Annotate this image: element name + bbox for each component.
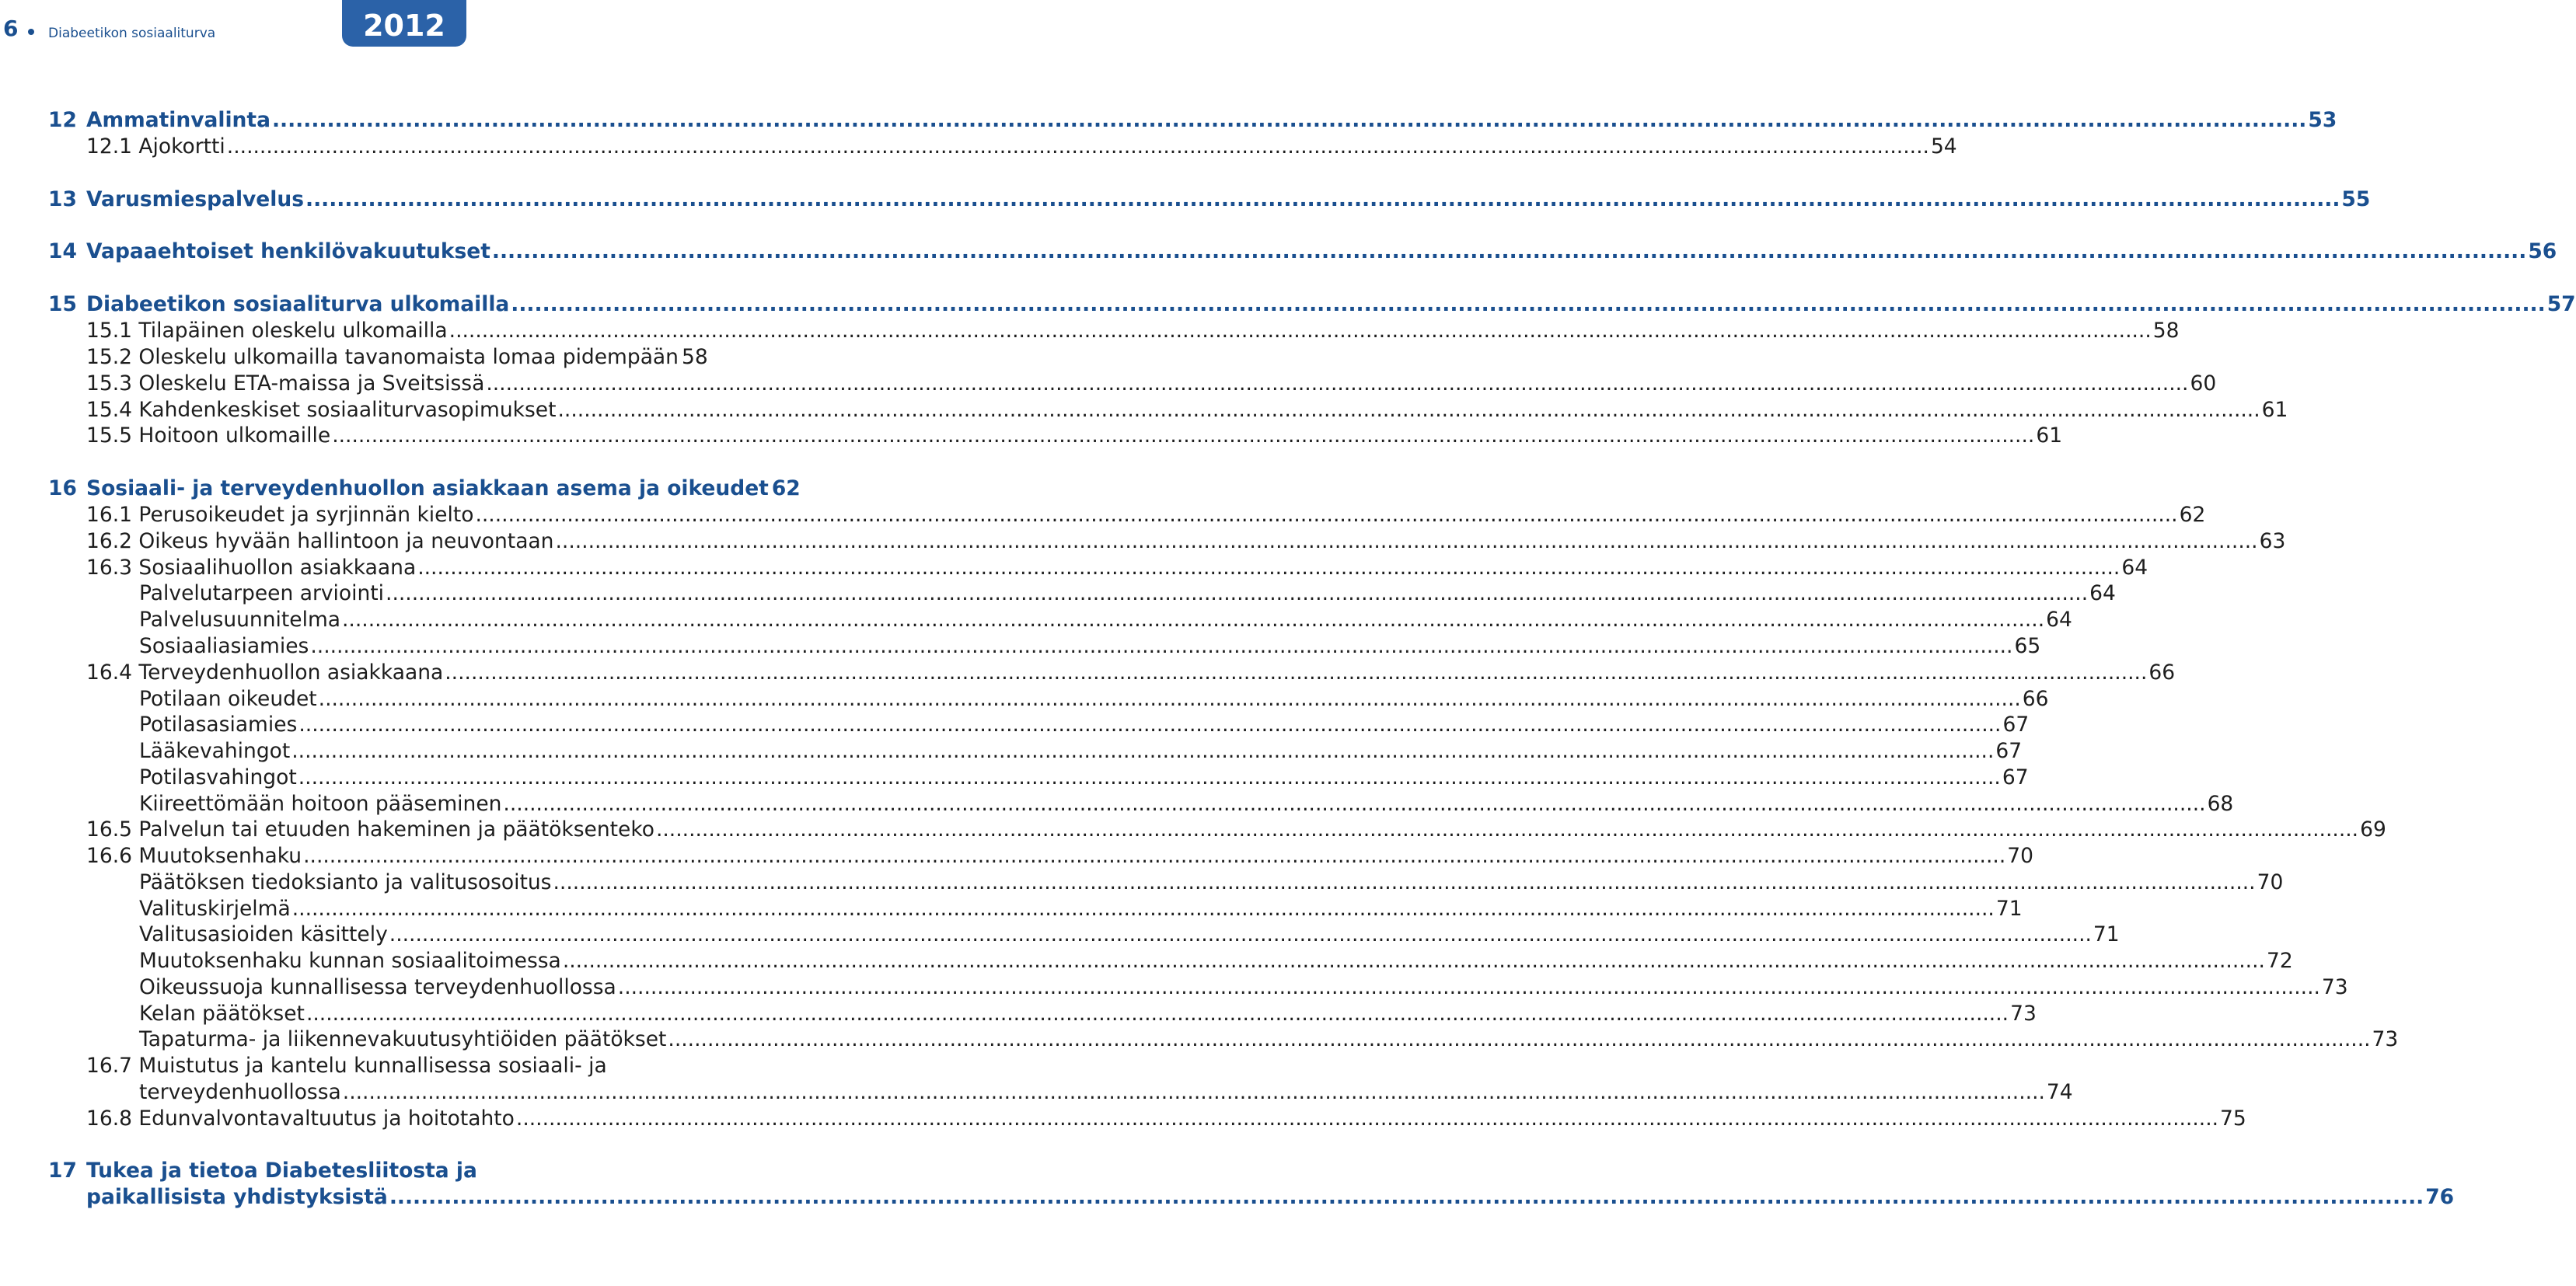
toc-chapter-number: 13: [48, 187, 77, 211]
toc-dot-leader: ....................................................................................................................................................................................................................................................................: [417, 556, 2120, 580]
toc-dot-leader: ....................................................................................................................................................................................................................................................................: [445, 660, 2148, 685]
toc-dot-leader: ....................................................................................................................................................................................................................................................................: [386, 581, 2089, 605]
toc-entry[interactable]: [0, 606, 2072, 634]
toc-dot-leader: ....................................................................................................................................................................................................................................................................: [271, 108, 2307, 132]
toc-entry[interactable]: [0, 842, 2033, 870]
bullet-separator: [28, 29, 34, 35]
toc-page-number: 71: [1995, 897, 2023, 921]
toc-page-number: 75: [2220, 1107, 2246, 1131]
toc-dot-leader: ....................................................................................................................................................................................................................................................................: [389, 922, 2092, 946]
toc-dot-leader: ....................................................................................................................................................................................................................................................................: [511, 292, 2546, 316]
toc-entry-label: Sosiaaliasiamies: [139, 634, 309, 658]
toc-entry-label: Sosiaali- ja terveydenhuollon asiakkaan asema ja oikeudet: [86, 476, 769, 500]
toc-entry[interactable]: [0, 1000, 2037, 1028]
toc-entry-label: 16.7 Muistutus ja kantelu kunnallisessa sosiaali- ja: [86, 1054, 607, 1078]
toc-entry[interactable]: [0, 974, 2348, 1002]
toc-entry-label: Varusmiespalvelus: [86, 187, 304, 211]
toc-page-number: 66: [2148, 660, 2176, 685]
toc-entry-label: Potilasasiamies: [139, 713, 298, 737]
toc-page-number: 62: [771, 476, 801, 500]
toc-entry[interactable]: [0, 633, 2041, 660]
toc-dot-leader: ....................................................................................................................................................................................................................................................................: [298, 765, 2001, 789]
toc-entry-label: 15.4 Kahdenkeskiset sosiaaliturvasopimukset: [86, 398, 557, 422]
toc-entry-label: Potilaan oikeudet: [139, 687, 317, 711]
toc-page-number: 72: [2266, 949, 2293, 973]
toc-page-number: 55: [2341, 187, 2371, 211]
toc-entry-label: Vapaaehtoiset henkilövakuutukset: [86, 239, 490, 263]
toc-dot-leader: ....................................................................................................................................................................................................................................................................: [491, 239, 2527, 263]
toc-entry[interactable]: [0, 317, 2180, 345]
toc-dot-leader: ....................................................................................................................................................................................................................................................................: [555, 529, 2258, 553]
toc-page-number: 64: [2046, 608, 2072, 632]
toc-entry-label: 16.5 Palvelun tai etuuden hakeminen ja päätöksenteko: [86, 817, 654, 842]
toc-page-number: 54: [1930, 134, 1957, 159]
page-header: [0, 0, 746, 62]
toc-entry-label: Palvelusuunnitelma: [139, 608, 340, 632]
toc-entry[interactable]: [0, 869, 2284, 897]
toc-entry-label: 16.2 Oikeus hyvään hallintoon ja neuvontaan: [86, 529, 554, 553]
toc-entry[interactable]: [0, 659, 2176, 687]
toc-entry-label: Ammatinvalinta: [86, 108, 271, 132]
running-title: Diabeetikon sosiaaliturva: [48, 26, 216, 41]
toc-dot-leader: ....................................................................................................................................................................................................................................................................: [342, 608, 2045, 632]
toc-page-number: 61: [2036, 423, 2063, 448]
toc-chapter-number: 12: [48, 108, 77, 132]
toc-entry-label: Kelan päätökset: [139, 1002, 305, 1026]
toc-entry-label: Tukea ja tietoa Diabetesliitosta ja: [86, 1159, 477, 1183]
toc-entry[interactable]: [0, 764, 2029, 792]
toc-entry-label: 12.1 Ajokortti: [86, 134, 225, 159]
toc-dot-leader: ....................................................................................................................................................................................................................................................................: [318, 687, 2021, 711]
toc-entry-label: 16.1 Perusoikeudet ja syrjinnän kielto: [86, 503, 474, 527]
toc-entry[interactable]: [0, 1157, 746, 1185]
toc-entry-label: Kiireettömään hoitoon pääseminen: [139, 792, 502, 816]
toc-dot-leader: ....................................................................................................................................................................................................................................................................: [226, 134, 1929, 159]
toc-entry[interactable]: [0, 711, 2030, 739]
toc-page-number: 76: [2425, 1185, 2455, 1209]
toc-page-number: 56: [2528, 239, 2557, 263]
toc-page-number: 57: [2546, 292, 2576, 316]
toc-page-number: 67: [2002, 713, 2030, 737]
toc-entry[interactable]: [0, 685, 2049, 713]
toc-entry[interactable]: [0, 816, 2386, 844]
toc-dot-leader: ....................................................................................................................................................................................................................................................................: [562, 949, 2265, 973]
toc-page-number: 65: [2014, 634, 2041, 658]
toc-page-number: 64: [2121, 556, 2148, 580]
toc-page-number: 58: [681, 345, 708, 369]
toc-dot-leader: ....................................................................................................................................................................................................................................................................: [668, 1027, 2371, 1051]
toc-page-number: 63: [2259, 529, 2286, 553]
toc-chapter-number: 16: [48, 476, 77, 500]
toc-entry-label: Valituskirjelmä: [139, 897, 291, 921]
toc-entry[interactable]: [0, 1079, 2073, 1107]
toc-entry-label: 15.2 Oleskelu ulkomailla tavanomaista lomaa pidempään: [86, 345, 679, 369]
toc-dot-leader: ....................................................................................................................................................................................................................................................................: [449, 319, 2152, 343]
toc-entry[interactable]: [0, 133, 1957, 161]
toc-entry-label: 16.6 Muutoksenhaku: [86, 844, 302, 868]
toc-page-number: 70: [2257, 870, 2284, 894]
toc-entry[interactable]: [0, 1105, 2246, 1133]
toc-entry[interactable]: [0, 396, 2288, 424]
toc-entry-label: Tapaturma- ja liikennevakuutusyhtiöiden päätökset: [139, 1027, 667, 1051]
toc-page-number: 67: [1995, 739, 2023, 763]
toc-page-number: 61: [2261, 398, 2288, 422]
toc-page-number: 68: [2207, 792, 2234, 816]
toc-dot-leader: ....................................................................................................................................................................................................................................................................: [515, 1107, 2219, 1131]
toc-entry-label: 16.8 Edunvalvontavaltuutus ja hoitotahto: [86, 1107, 515, 1131]
toc-dot-leader: ....................................................................................................................................................................................................................................................................: [655, 817, 2359, 842]
toc-dot-leader: ....................................................................................................................................................................................................................................................................: [342, 1080, 2045, 1104]
page-number: 6: [3, 16, 19, 41]
toc-chapter-number: 17: [48, 1159, 77, 1183]
toc-entry[interactable]: [0, 947, 2293, 975]
toc-page-number: 70: [2007, 844, 2033, 868]
toc-entry[interactable]: [0, 343, 746, 371]
toc-entry-label: Päätöksen tiedoksianto ja valitusosoitus: [139, 870, 552, 894]
toc-entry-label: Palvelutarpeen arviointi: [139, 581, 385, 605]
toc-chapter-number: 15: [48, 292, 77, 316]
toc-entry[interactable]: [0, 737, 2023, 765]
year-tab: 2012: [342, 0, 466, 47]
toc-entry-label: 16.4 Terveydenhuollon asiakkaana: [86, 660, 444, 685]
toc-dot-leader: ....................................................................................................................................................................................................................................................................: [475, 503, 2178, 527]
toc-page-number: 58: [2152, 319, 2180, 343]
toc-dot-leader: ....................................................................................................................................................................................................................................................................: [305, 1002, 2009, 1026]
toc-entry-label: 15.1 Tilapäinen oleskelu ulkomailla: [86, 319, 448, 343]
toc-entry[interactable]: [0, 501, 2206, 529]
toc-entry[interactable]: [0, 422, 2063, 450]
toc-dot-leader: ....................................................................................................................................................................................................................................................................: [389, 1185, 2424, 1209]
toc-page-number: 73: [2321, 975, 2348, 999]
toc-page-number: 73: [2372, 1027, 2399, 1051]
toc-entry-label: 15.3 Oleskelu ETA-maissa ja Sveitsissä: [86, 371, 485, 396]
toc-page-number: 64: [2089, 581, 2116, 605]
toc-entry[interactable]: [0, 1052, 746, 1080]
toc-dot-leader: ....................................................................................................................................................................................................................................................................: [486, 371, 2189, 396]
toc-page-number: 53: [2308, 108, 2337, 132]
toc-dot-leader: ....................................................................................................................................................................................................................................................................: [291, 897, 1995, 921]
toc-entry-label: Muutoksenhaku kunnan sosiaalitoimessa: [139, 949, 561, 973]
toc-page-number: 62: [2179, 503, 2206, 527]
toc-entry[interactable]: [0, 580, 2116, 608]
toc-dot-leader: ....................................................................................................................................................................................................................................................................: [503, 792, 2206, 816]
toc-entry-label: 15.5 Hoitoon ulkomaille: [86, 423, 331, 448]
toc-entry[interactable]: [0, 895, 2023, 923]
toc-dot-leader: ....................................................................................................................................................................................................................................................................: [332, 423, 2035, 448]
toc-page-number: 60: [2190, 371, 2217, 396]
toc-dot-leader: ....................................................................................................................................................................................................................................................................: [617, 975, 2320, 999]
toc-dot-leader: ....................................................................................................................................................................................................................................................................: [553, 870, 2256, 894]
toc-page-number: 74: [2046, 1080, 2073, 1104]
toc-page-number: 73: [2010, 1002, 2037, 1026]
toc-entry-label: Oikeussuoja kunnallisessa terveydenhuollossa: [139, 975, 616, 999]
toc-entry[interactable]: [0, 186, 2371, 214]
toc-entry-label: terveydenhuollossa: [139, 1080, 341, 1104]
toc-page-number: 71: [2093, 922, 2120, 946]
toc-page-number: 66: [2022, 687, 2049, 711]
toc-entry[interactable]: [0, 528, 2286, 556]
toc-dot-leader: ....................................................................................................................................................................................................................................................................: [303, 844, 2006, 868]
toc-entry-label: Valitusasioiden käsittely: [139, 922, 388, 946]
toc-dot-leader: ....................................................................................................................................................................................................................................................................: [310, 634, 2013, 658]
toc-dot-leader: ....................................................................................................................................................................................................................................................................: [305, 187, 2340, 211]
toc-dot-leader: ....................................................................................................................................................................................................................................................................: [557, 398, 2260, 422]
toc-entry[interactable]: [0, 1026, 2399, 1054]
toc-entry[interactable]: [0, 475, 801, 503]
toc-page-number: 69: [2360, 817, 2386, 842]
toc-entry-label: 16.3 Sosiaalihuollon asiakkaana: [86, 556, 417, 580]
toc-entry[interactable]: [0, 790, 2234, 818]
toc-dot-leader: ....................................................................................................................................................................................................................................................................: [298, 713, 2002, 737]
toc-entry[interactable]: [0, 370, 2217, 398]
toc-entry-label: paikallisista yhdistyksistä: [86, 1185, 388, 1209]
toc-entry-label: Potilasvahingot: [139, 765, 297, 789]
toc-page-number: 67: [2002, 765, 2029, 789]
toc-entry-label: Diabeetikon sosiaaliturva ulkomailla: [86, 292, 510, 316]
toc-entry-label: Lääkevahingot: [139, 739, 291, 763]
toc-entry[interactable]: [0, 291, 2576, 319]
toc-entry[interactable]: [0, 238, 2557, 266]
toc-dot-leader: ....................................................................................................................................................................................................................................................................: [291, 739, 1995, 763]
toc-entry[interactable]: [0, 554, 2148, 582]
toc-entry[interactable]: [0, 1183, 2455, 1211]
toc-chapter-number: 14: [48, 239, 77, 263]
toc-entry[interactable]: [0, 106, 2337, 134]
toc-entry[interactable]: [0, 921, 2120, 949]
